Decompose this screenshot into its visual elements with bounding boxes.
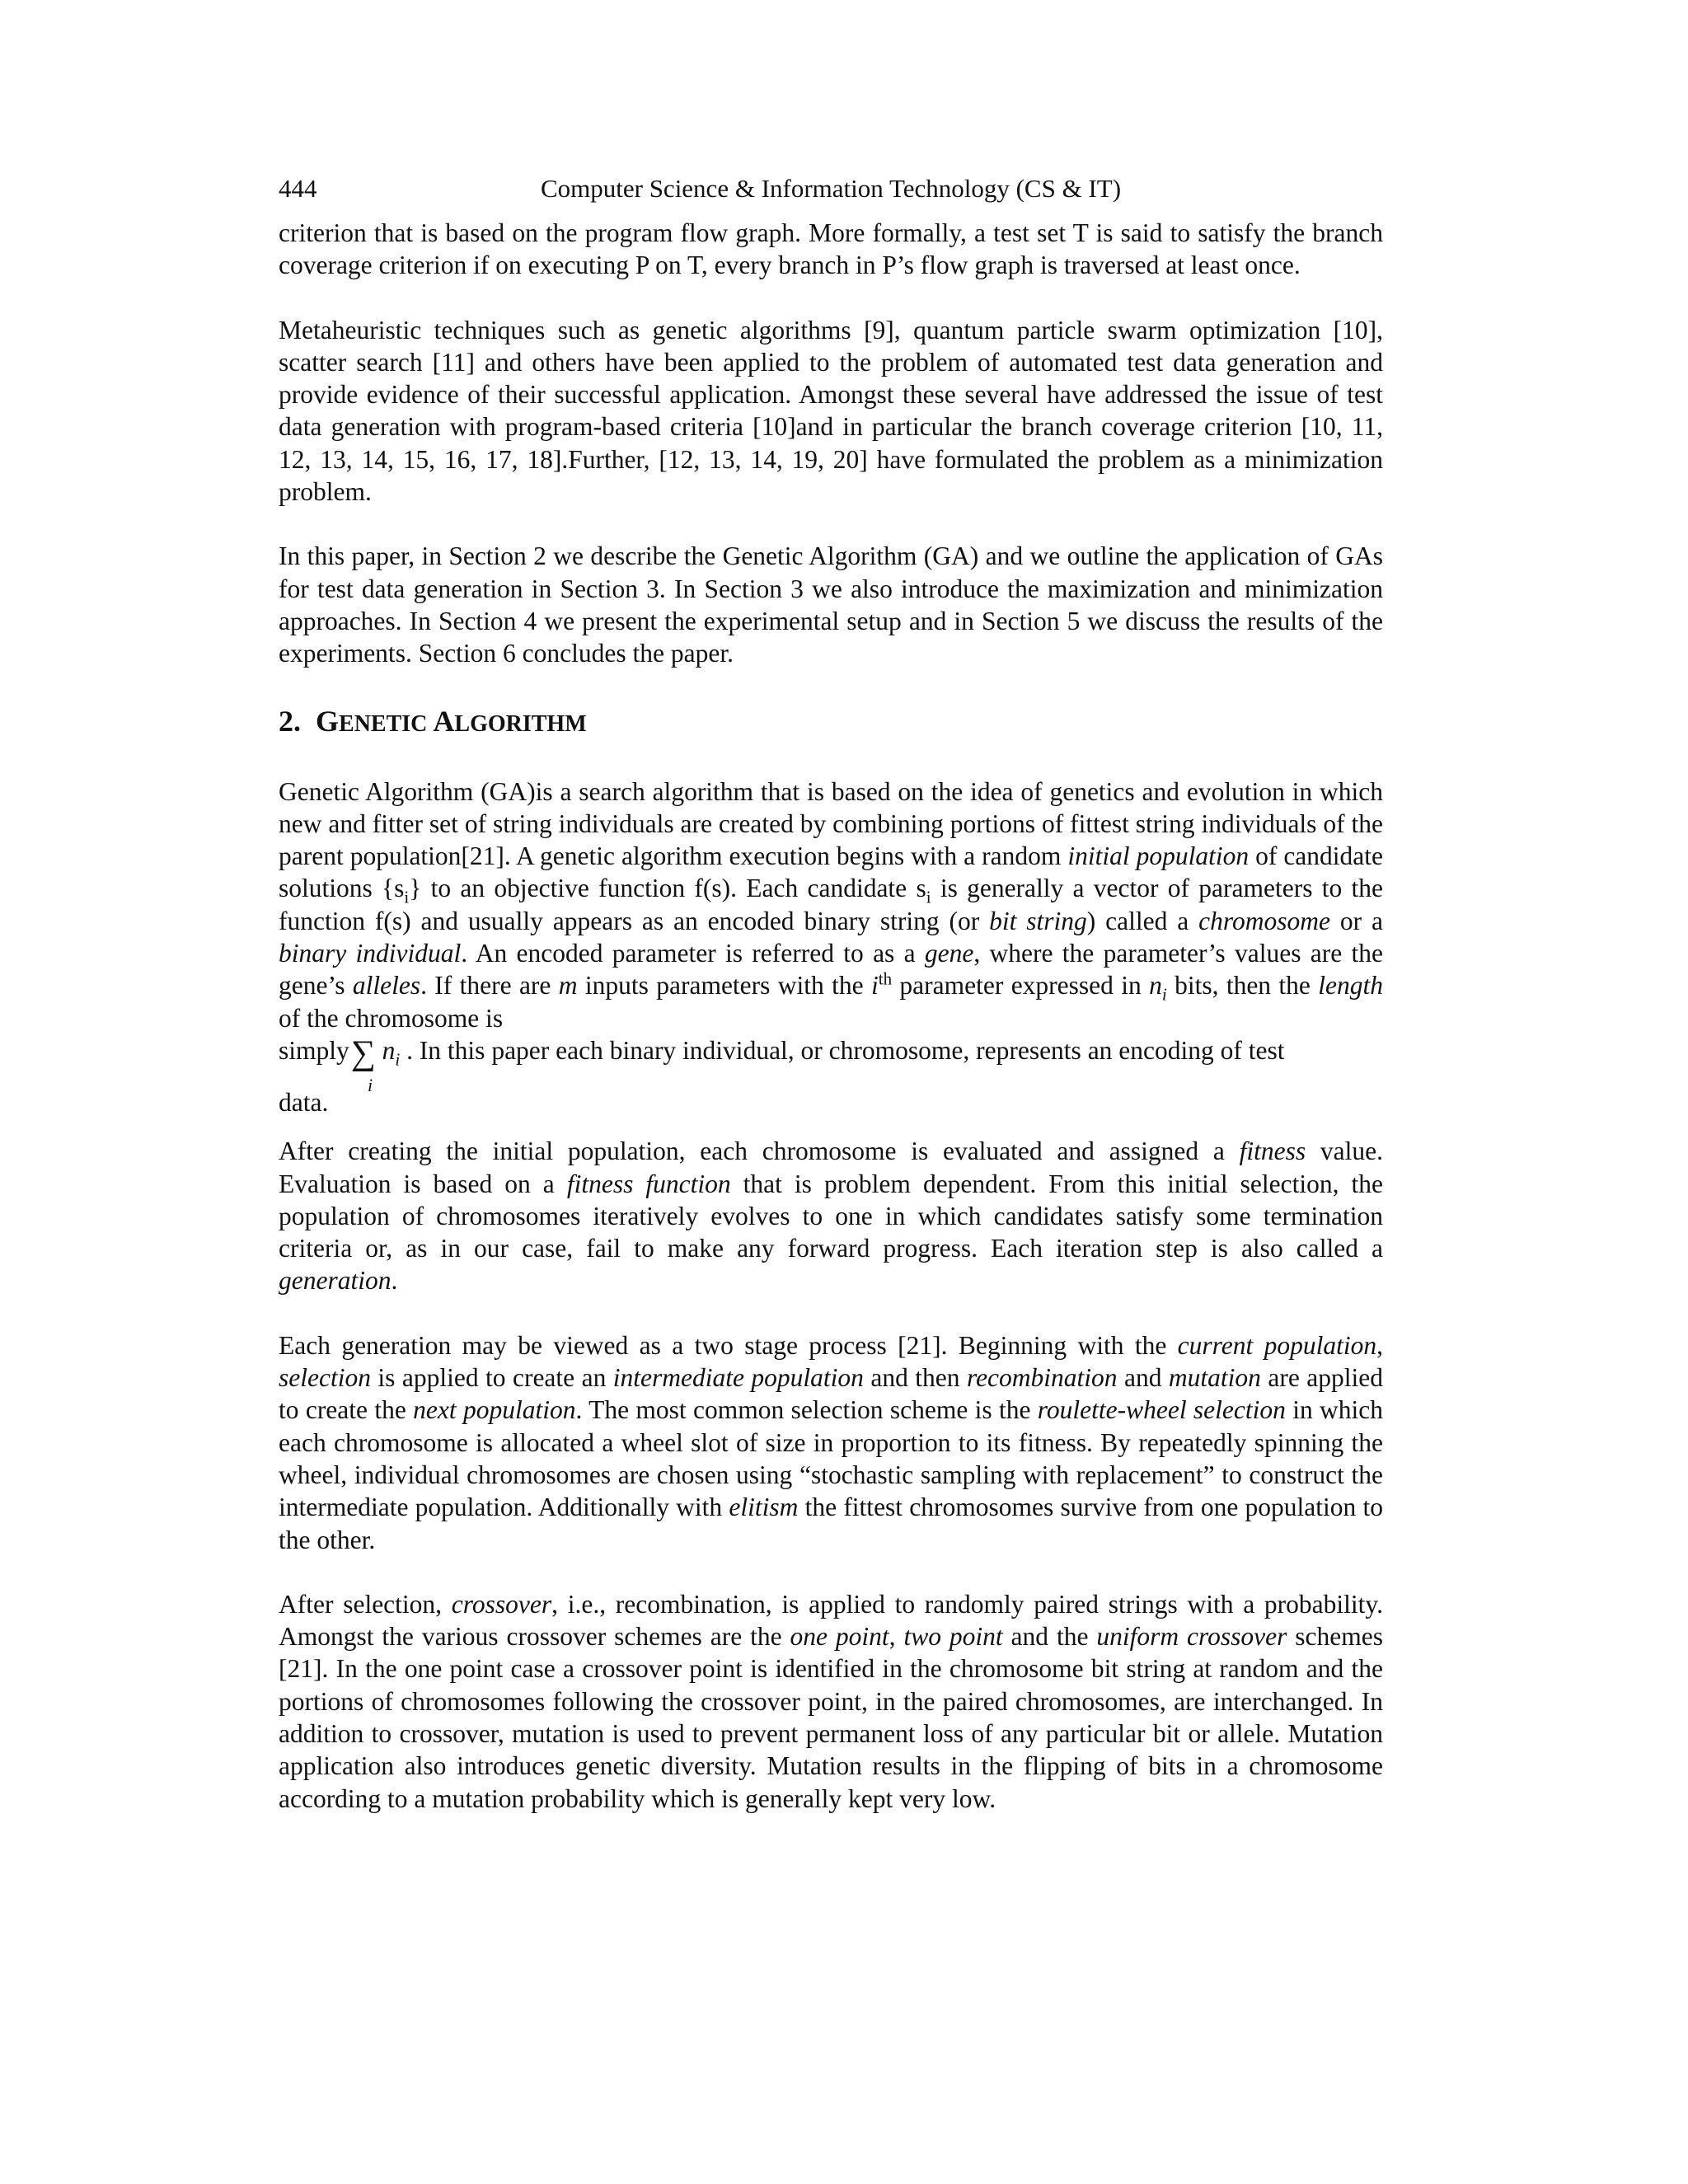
paragraph-fitness: After creating the initial population, each chromosome is evaluated and assigned a fitness value. Evaluation is based on a fitness function that is problem dependent. From this initial selection, the population of chromosomes iteratively evolves to one in which candidates satisfy some termination criteria or, as in our case, fail to make any forward progress. Each iteration step is also called a generation.	[279, 1137, 1383, 1296]
paragraph-ga-definition: Genetic Algorithm (GA)is a search algorithm that is based on the idea of genetics and evolution in which new and fitter set of string individuals are created by combining portions of fittest string individuals of the parent population[21]. A genetic algorithm execution begins with a random initial population of candidate solutions $\{s_i\}$ to an objective function f(s). Each candidate $s_i$ is generally a vector of parameters to the function f(s) and usually appears as an encoded binary string (or bit string) called a chromosome or a binary individual. An encoded parameter is referred to as a gene, where the parameter’s values are the gene’s alleles. If there are m inputs parameters with the $i^{th}$ parameter expressed in $n_i$ bits, then the length of the chromosome is	[279, 776, 1384, 1033]
paragraph-generation: Each generation may be viewed as a two stage process [21]. Beginning with the current population, selection is applied to create an intermediate population and then recombination and mutation are applied to create the next population. The most common selection scheme is the roulette-wheel selection in which each chromosome is allocated a wheel slot of size in proportion to its fitness. By repeatedly spinning the wheel, individual chromosomes are chosen using “stochastic sampling with replacement” to construct the intermediate population. Additionally with elitism the fittest chromosomes survive from one population to the other.	[279, 1330, 1384, 1554]
body-text	[279, 217, 1383, 1815]
paragraph-paper-outline: In this paper, in Section 2 we describe the Genetic Algorithm (GA) and we outline the application of GAs for test data generation in Section 3. In Section 3 we also introduce the maximization and minimization approaches. In Section 4 we present the experimental setup and in Section 5 we discuss the results of the experiments. Section 6 concludes the paper.	[279, 541, 1383, 668]
paragraph-ga-definition-end: data.	[279, 1087, 329, 1117]
paragraph-branch-coverage: criterion that is based on the program flow graph. More formally, a test set T is said to satisfy the branch coverage criterion if on executing P on T, every branch in P’s flow graph is traversed at least once.	[279, 218, 1383, 280]
paragraph-metaheuristics: Metaheuristic techniques such as genetic algorithms [9], quantum particle swarm optimization [10], scatter search [11] and others have been applied to the problem of automated test data generation and provide evidence of their successful application. Amongst these several have addressed the issue of test data generation with program-based criteria [10]and in particular the branch coverage criterion [10, 11, 12, 13, 14, 15, 16, 17, 18].Further, [12, 13, 14, 19, 20] have formulated the problem as a minimization problem.	[279, 315, 1383, 507]
summation-index: i	[368, 1074, 373, 1095]
section-title: GENETIC ALGORITHM	[316, 704, 587, 738]
journal-title: Computer Science & Information Technology (CS & IT)	[540, 174, 1122, 203]
running-header	[279, 172, 1383, 205]
section-number: 2.	[279, 704, 301, 738]
paragraph-crossover-mutation: After selection, crossover, i.e., recombination, is applied to randomly paired strings with a probability. Amongst the various crossover schemes are the one point, two point and the uniform crossover schemes [21]. In the one point case a crossover point is identified in the chromosome bit string at random and the portions of chromosomes following the crossover point, in the paired chromosomes, are interchanged. In addition to crossover, mutation is used to prevent permanent loss of any particular bit or allele. Mutation application also introduces genetic diversity. Mutation results in the flipping of bits in a chromosome according to a mutation probability which is generally kept very low.	[279, 1589, 1383, 1813]
section-heading-genetic-algorithm	[279, 703, 1383, 743]
chromosome-length-formula: simply∑ $n_i$ . In this paper each binary individual, or chromosome, represents an encoding of test i	[279, 1034, 1383, 1081]
page-number: 444	[279, 174, 317, 203]
summation-symbol: ∑	[350, 1033, 376, 1072]
